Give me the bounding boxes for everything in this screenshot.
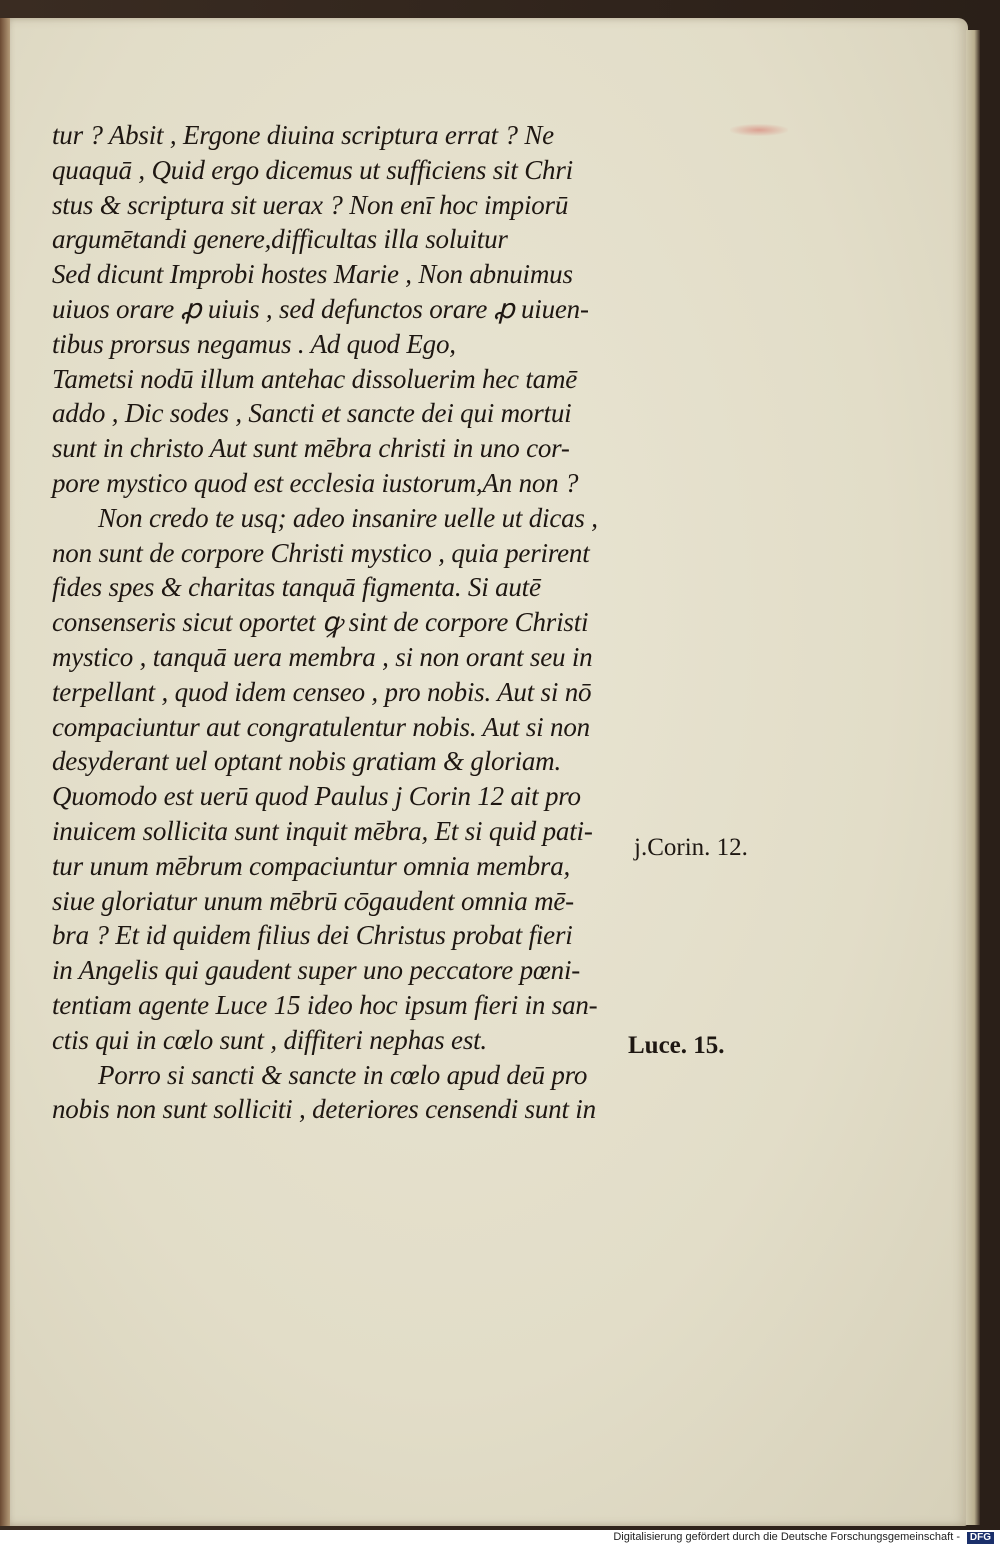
main-text	[52, 118, 652, 1127]
text-line: uiuos orare ꝓ uiuis , sed defunctos orare ꝓ uiuen-	[52, 293, 589, 324]
dfg-logo: DFG	[967, 1532, 994, 1544]
book-binding	[0, 18, 10, 1526]
text-line: Sed dicunt Improbi hostes Marie , Non abnuimus	[52, 259, 573, 290]
red-ink-mark	[730, 124, 788, 136]
margin-note-luke: Luce. 15.	[628, 1032, 725, 1059]
text-line: addo , Dic sodes , Sancti et sancte dei qui mortui	[52, 398, 572, 429]
text-line: inuicem sollicita sunt inquit mēbra, Et si quid pati-	[52, 815, 593, 846]
text-line: pore mystico quod est ecclesia iustorum,An non ?	[52, 467, 579, 498]
footer-credit: Digitalisierung gefördert durch die Deutsche Forschungsgemeinschaft -	[613, 1531, 960, 1543]
text-line: consenseris sicut oportet ꝙ sint de corpore Christi	[52, 607, 589, 638]
text-line: sunt in christo Aut sunt mēbra christi in uno cor-	[52, 433, 570, 464]
text-line: bra ? Et id quidem filius dei Christus probat fieri	[52, 920, 573, 951]
text-line: mystico , tanquā uera membra , si non orant seu in	[52, 641, 593, 672]
text-line: fides spes & charitas tanquā figmenta. Si autē	[52, 572, 541, 603]
text-line: siue gloriatur unum mēbrū cōgaudent omnia mē-	[52, 885, 574, 916]
footer-bar	[0, 1530, 1000, 1547]
text-line: in Angelis qui gaudent super uno peccatore pœni-	[52, 955, 581, 986]
text-line: argumētandi genere,difficultas illa soluitur	[52, 224, 508, 255]
text-line: tur ? Absit , Ergone diuina scriptura errat ? Ne	[52, 120, 554, 150]
text-line: stus & scriptura sit uerax ? Non enī hoc impiorū	[52, 189, 569, 220]
text-line: Quomodo est uerū quod Paulus j Corin 12 ait pro	[52, 781, 581, 812]
text-line: tibus prorsus negamus . Ad quod Ego,	[52, 328, 456, 359]
text-line: terpellant , quod idem censeo , pro nobis. Aut si nō	[52, 676, 592, 707]
text-line: Porro si sancti & sancte in cœlo apud deū pro	[98, 1059, 588, 1090]
text-line: desyderant uel optant nobis gratiam & gloriam.	[52, 746, 562, 777]
text-line: ctis qui in cœlo sunt , diffiteri nephas est.	[52, 1024, 487, 1055]
text-line: nobis non sunt solliciti , deteriores censendi sunt in	[52, 1094, 596, 1125]
text-line: Non credo te usq; adeo insanire uelle ut dicas ,	[98, 502, 598, 533]
text-line: Tametsi nodū illum antehac dissoluerim hec tamē	[52, 363, 578, 394]
page-edge	[966, 30, 980, 1525]
margin-note-corinthians: j.Corin. 12.	[634, 834, 748, 861]
text-line: tentiam agente Luce 15 ideo hoc ipsum fieri in san-	[52, 989, 598, 1020]
text-line: quaquā , Quid ergo dicemus ut sufficiens sit Chri	[52, 154, 573, 185]
text-line: tur unum mēbrum compaciuntur omnia membra,	[52, 850, 571, 881]
text-line: non sunt de corpore Christi mystico , quia perirent	[52, 537, 590, 568]
text-line: compaciuntur aut congratulentur nobis. Aut si non	[52, 711, 590, 742]
